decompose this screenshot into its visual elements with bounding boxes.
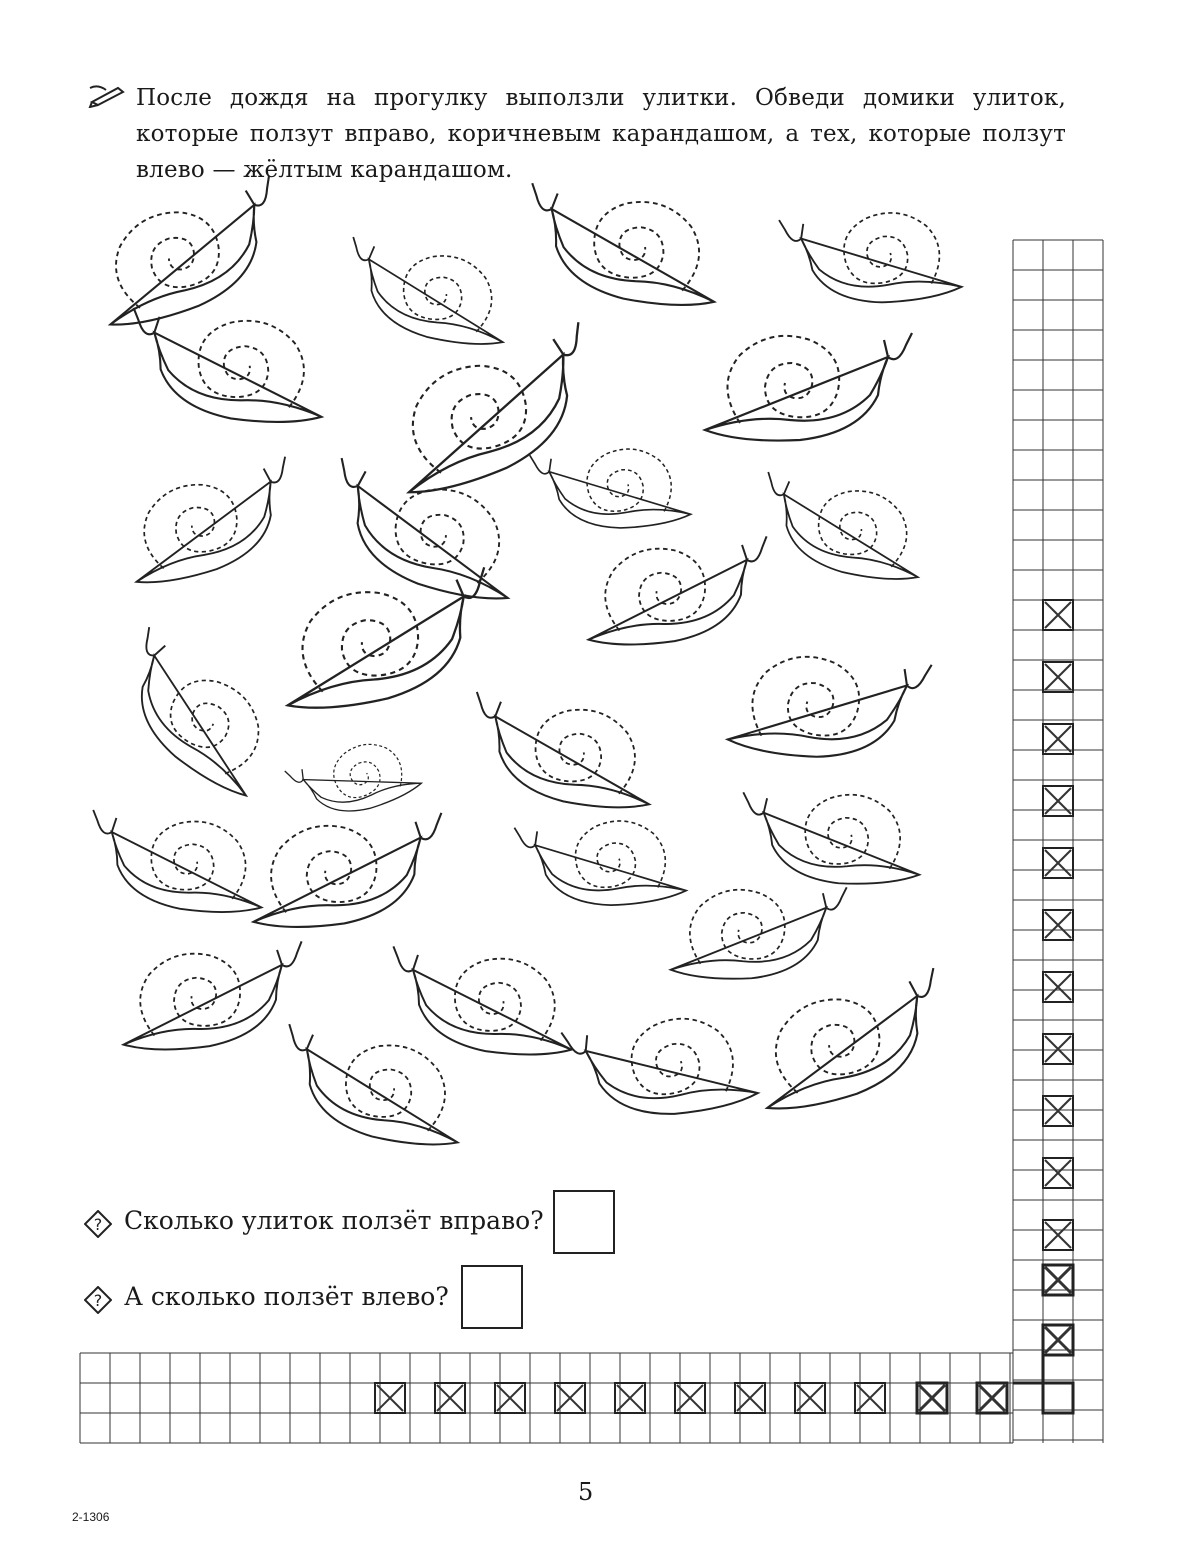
snail-left-25[interactable] [272, 1024, 472, 1152]
snail-left-24[interactable] [385, 946, 579, 1059]
snail-right-27[interactable] [743, 968, 959, 1118]
snail-right-13[interactable] [270, 567, 504, 716]
snail-left-17[interactable] [285, 728, 424, 831]
snail-left-18[interactable] [85, 810, 268, 916]
question-right-text: Сколько улиток ползёт вправо? [124, 1206, 544, 1235]
question-diamond-icon [84, 1210, 112, 1238]
snail-left-21[interactable] [743, 792, 919, 883]
instruction-text: После дождя на прогулку выползли улитки. Обведи домики улиток, которые ползут вправо, коричневым карандашом, а тех, которые ползут влево — жёлтым карандашом. [136, 85, 1066, 183]
question-left-text: А сколько ползёт влево? [124, 1282, 449, 1311]
snail-right-6[interactable] [374, 322, 617, 502]
snail-left-11[interactable] [753, 472, 931, 585]
snail-right-1[interactable] [82, 176, 301, 334]
question-diamond-icon [84, 1286, 112, 1314]
svg-text:?: ? [93, 1291, 103, 1310]
snail-left-5[interactable] [125, 308, 330, 427]
snail-left-14[interactable] [97, 627, 294, 803]
snail-left-20[interactable] [514, 813, 686, 913]
snail-left-3[interactable] [518, 183, 727, 312]
snail-right-15[interactable] [727, 648, 932, 767]
snail-left-2[interactable] [338, 237, 516, 350]
svg-text:?: ? [93, 1215, 103, 1234]
snail-left-10[interactable] [530, 442, 692, 536]
answer-box-right[interactable] [553, 1190, 615, 1254]
snail-right-12[interactable] [581, 536, 775, 649]
snail-left-26[interactable] [561, 1007, 759, 1129]
print-code: 2-1306 [72, 1510, 110, 1524]
snail-right-8[interactable] [115, 457, 309, 591]
snail-right-23[interactable] [116, 941, 310, 1054]
snail-right-7[interactable] [705, 333, 912, 441]
snail-left-4[interactable] [779, 205, 962, 311]
snail-right-19[interactable] [245, 813, 450, 932]
answer-box-left[interactable] [461, 1265, 523, 1329]
snail-left-16[interactable] [463, 692, 661, 814]
snail-right-22[interactable] [671, 887, 847, 978]
page-number: 5 [578, 1478, 594, 1506]
